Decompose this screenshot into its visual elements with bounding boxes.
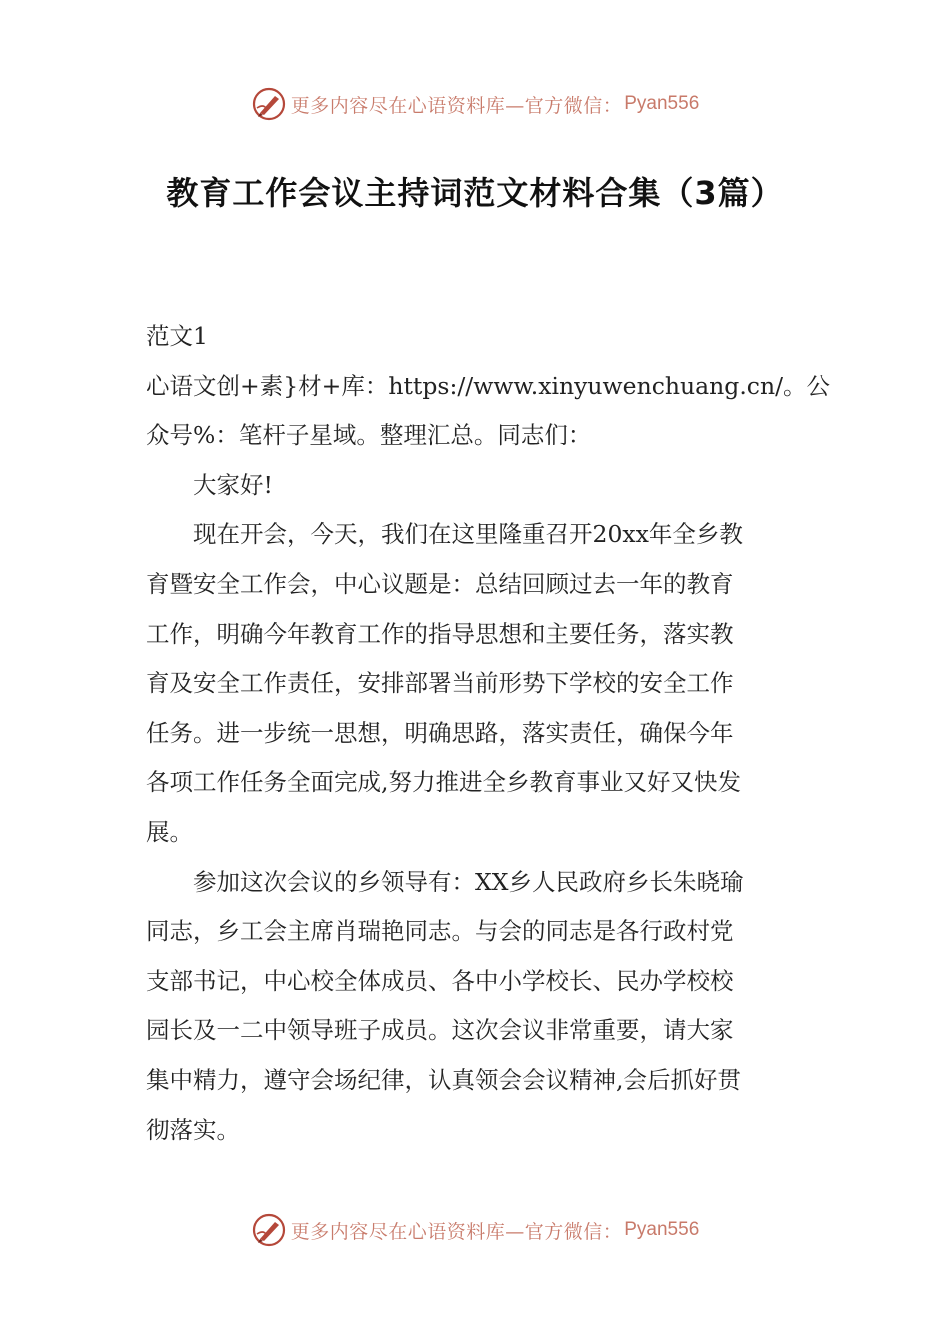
text-line: 众号%：笔杆子星域。整理汇总。同志们： xyxy=(146,421,592,450)
text-line: 大家好! xyxy=(193,470,273,499)
text-line: 育暨安全工作会，中心议题是：总结回顾过去一年的教育 xyxy=(146,569,734,598)
text-line: 工作，明确今年教育工作的指导思想和主要任务，落实教 xyxy=(146,619,734,648)
text-line: 参加这次会议的乡领导有：XX乡人民政府乡长朱晓瑜 xyxy=(193,867,744,896)
text-line: 育及安全工作责任，安排部署当前形势下学校的安全工作 xyxy=(146,669,734,698)
text-line: 园长及一二中领导班子成员。这次会议非常重要，请大家 xyxy=(146,1016,734,1045)
text-line: 心语文创+素}材+库：https://www.xinyuwenchuang.cn/。公 xyxy=(146,371,831,400)
document-title: 教育工作会议主持词范文材料合集（3篇） xyxy=(166,174,784,212)
paragraph-source xyxy=(146,362,831,461)
text-line: 展。 xyxy=(146,817,193,846)
paragraph-attendees xyxy=(146,858,806,1156)
banner-wechat-handle: Pyan556 xyxy=(624,93,700,114)
text-line: 各项工作任务全面完成,努力推进全乡教育事业又好又快发 xyxy=(146,768,741,797)
pen-logo-icon xyxy=(251,1212,287,1248)
text-line: 支部书记，中心校全体成员、各中小学校长、民办学校校 xyxy=(146,966,734,995)
paragraph-greeting xyxy=(146,461,806,511)
text-line: 任务。进一步统一思想，明确思路，落实责任，确保今年 xyxy=(146,718,734,747)
text-line: 现在开会，今天，我们在这里隆重召开20xx年全乡教 xyxy=(193,520,743,549)
section-label: 范文1 xyxy=(146,322,208,350)
footer-banner xyxy=(0,1208,950,1252)
banner-wechat-handle: Pyan556 xyxy=(624,1219,700,1240)
banner-promo-text: 更多内容尽在心语资料库—官方微信： xyxy=(290,1220,623,1243)
paragraph-opening xyxy=(146,510,806,857)
banner-promo-text: 更多内容尽在心语资料库—官方微信： xyxy=(290,94,623,117)
pen-logo-icon xyxy=(251,86,287,122)
document-body xyxy=(146,312,831,1155)
header-banner xyxy=(0,82,950,126)
text-line: 集中精力，遵守会场纪律，认真领会会议精神,会后抓好贯 xyxy=(146,1065,741,1094)
text-line: 彻落实。 xyxy=(146,1115,240,1144)
text-line: 同志，乡工会主席肖瑞艳同志。与会的同志是各行政村党 xyxy=(146,917,734,946)
